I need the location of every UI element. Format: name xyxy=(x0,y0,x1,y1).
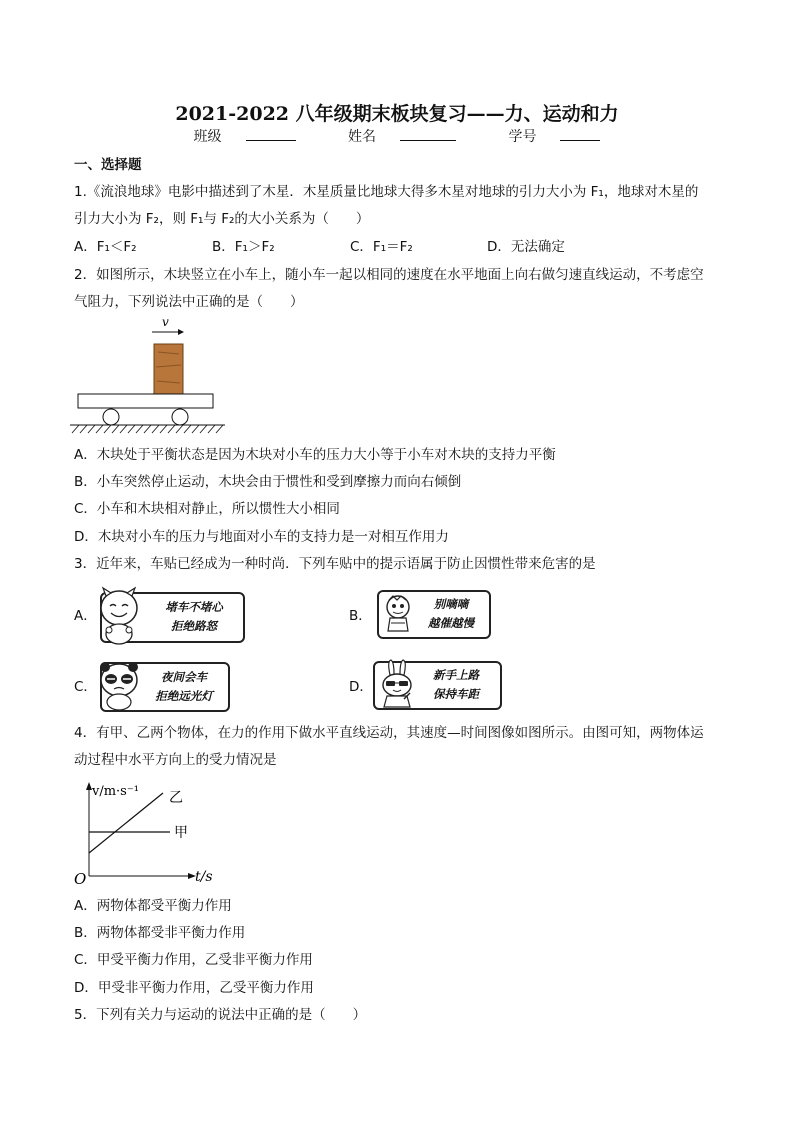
velocity-arrowhead xyxy=(178,329,184,335)
sticker-a-line1: 堵车不堵心 xyxy=(165,600,223,614)
page-title: 2021-2022 八年级期末板块复习——力、运动和力 xyxy=(175,103,619,125)
velocity-label: v xyxy=(162,315,169,329)
section-heading: 一、选择题 xyxy=(74,157,142,173)
velocity-time-graph xyxy=(70,778,230,890)
cart-body xyxy=(78,394,213,408)
id-blank[interactable] xyxy=(560,126,600,141)
q4-option-d[interactable]: D．甲受非平衡力作用，乙受平衡力作用 xyxy=(74,980,314,996)
q1-option-a[interactable]: A．F₁＜F₂ xyxy=(74,239,137,255)
q3-stem-line1: 3．近年来，车贴已经成为一种时尚．下列车贴中的提示语属于防止因惯性带来危害的是 xyxy=(74,556,596,572)
q2-option-b[interactable]: B．小车突然停止运动，木块会由于惯性和受到摩擦力而向右倾倒 xyxy=(74,474,462,490)
q3-option-d-label[interactable]: D． xyxy=(349,679,373,695)
q4-stem-line1: 4．有甲、乙两个物体，在力的作用下做水平直线运动，其速度—时间图像如图所示。由图可知，两物体运 xyxy=(74,725,704,741)
q3-sticker-c[interactable] xyxy=(100,662,230,712)
q3-option-b-label[interactable]: B． xyxy=(349,608,372,624)
name-blank[interactable] xyxy=(400,126,456,141)
q2-option-d[interactable]: D．木块对小车的压力与地面对小车的支持力是一对相互作用力 xyxy=(74,529,449,545)
sticker-d-line1: 新手上路 xyxy=(433,668,479,682)
q4-option-a[interactable]: A．两物体都受平衡力作用 xyxy=(74,898,232,914)
sticker-b-line1: 别嘀嘀 xyxy=(433,597,469,611)
wood-block xyxy=(154,344,183,394)
q3-option-a-label[interactable]: A． xyxy=(74,608,97,624)
q2-option-a[interactable]: A．木块处于平衡状态是因为木块对小车的压力大小等于小车对木块的支持力平衡 xyxy=(74,447,556,463)
q1-stem-line2: 引力大小为 F₂，则 F₁与 F₂的大小关系为（ ） xyxy=(74,211,370,227)
q2-option-c[interactable]: C．小车和木块相对静止，所以惯性大小相同 xyxy=(74,501,340,517)
q4-option-c[interactable]: C．甲受平衡力作用，乙受非平衡力作用 xyxy=(74,952,313,968)
id-label: 学号 xyxy=(508,129,537,145)
cart-figure xyxy=(70,312,230,436)
sticker-d-face xyxy=(377,659,417,709)
cart-wheel-left xyxy=(103,409,119,425)
q1-option-d[interactable]: D．无法确定 xyxy=(487,239,565,255)
ground-hatch xyxy=(72,425,223,433)
sticker-a-line2: 拒绝路怒 xyxy=(171,619,217,633)
q3-sticker-b[interactable] xyxy=(377,590,491,639)
sticker-a-face xyxy=(98,586,140,646)
series-jia-label: 甲 xyxy=(174,825,188,841)
sticker-d-line2: 保持车距 xyxy=(433,687,479,701)
class-blank[interactable] xyxy=(246,126,296,141)
q3-sticker-a[interactable] xyxy=(100,592,245,643)
q4-stem-line2: 动过程中水平方向上的受力情况是 xyxy=(74,752,277,768)
q5-stem-line1: 5．下列有关力与运动的说法中正确的是（ ） xyxy=(74,1007,367,1023)
q2-stem-line1: 2．如图所示，木块竖立在小车上，随小车一起以相同的速度在水平地面上向右做匀速直线运动，不考虑空 xyxy=(74,267,704,283)
q3-sticker-d[interactable] xyxy=(373,661,502,710)
series-yi-line xyxy=(89,793,163,853)
class-label: 班级 xyxy=(193,129,222,145)
cart-wheel-right xyxy=(172,409,188,425)
graph-origin-label: O xyxy=(74,870,87,888)
sticker-c-line2: 拒绝远光灯 xyxy=(155,689,213,703)
sticker-b-line2: 越催越慢 xyxy=(428,616,474,630)
sticker-c-face xyxy=(98,658,140,712)
name-label: 姓名 xyxy=(348,129,376,145)
q1-stem-line1: 1.《流浪地球》电影中描述到了木星．木星质量比地球大得多木星对地球的引力大小为 F₁，地球对木星的 xyxy=(74,184,699,200)
q4-option-b[interactable]: B．两物体都受非平衡力作用 xyxy=(74,925,246,941)
series-yi-label: 乙 xyxy=(169,790,183,806)
q3-option-c-label[interactable]: C． xyxy=(74,679,97,695)
q2-stem-line2: 气阻力，下列说法中正确的是（ ） xyxy=(74,294,304,310)
graph-x-label: t/s xyxy=(195,869,213,885)
q1-option-c[interactable]: C．F₁＝F₂ xyxy=(350,239,413,255)
q1-option-b[interactable]: B．F₁＞F₂ xyxy=(212,239,275,255)
sticker-b-face xyxy=(381,594,415,634)
sticker-c-line1: 夜间会车 xyxy=(161,670,207,684)
graph-y-label: v/m·s⁻¹ xyxy=(92,784,139,799)
student-info xyxy=(0,126,794,146)
